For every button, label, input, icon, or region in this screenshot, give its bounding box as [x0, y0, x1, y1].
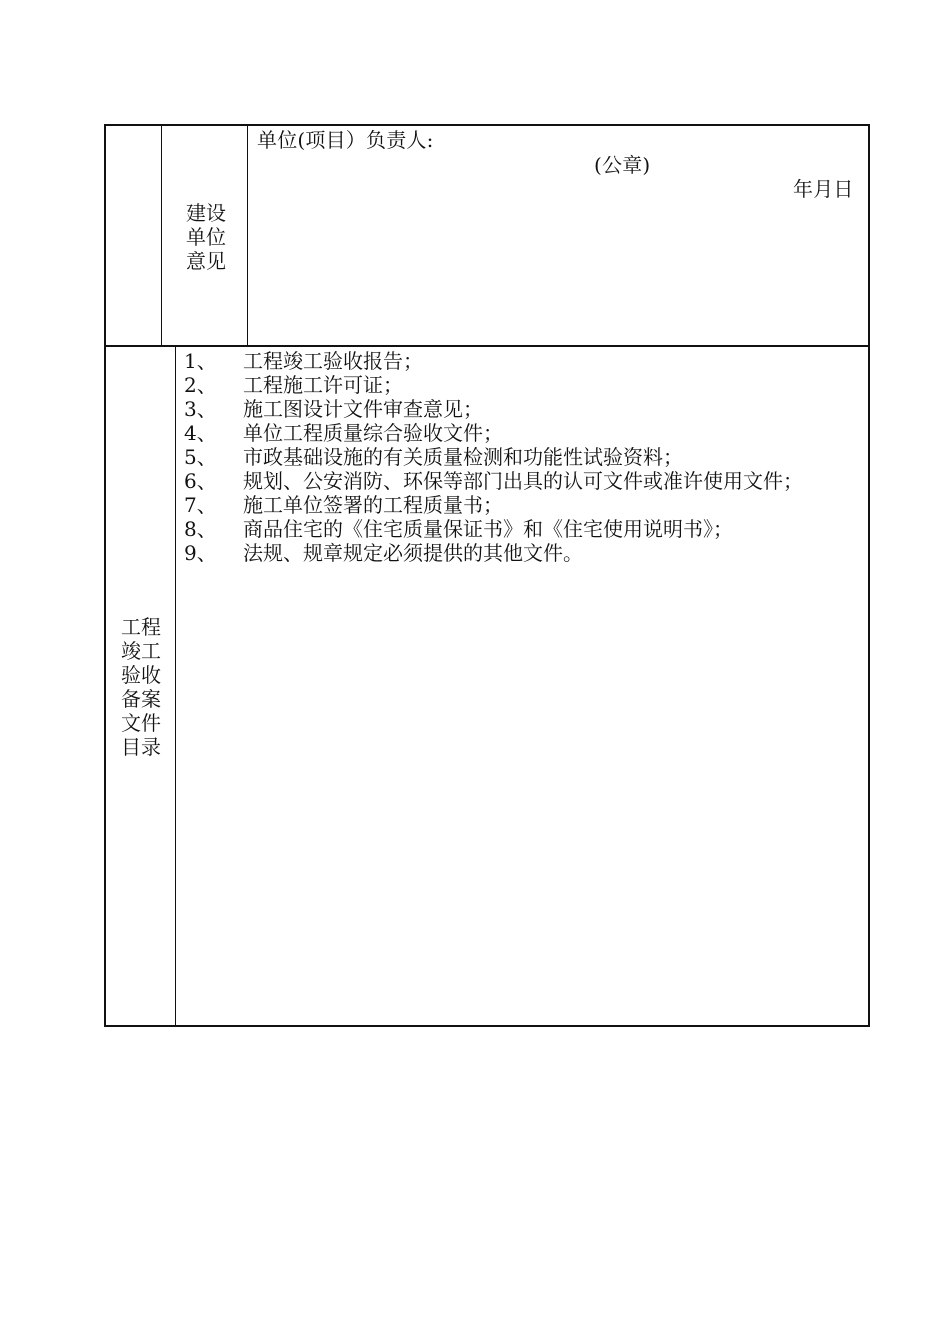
list-item-text: 市政基础设施的有关质量检测和功能性试验资料； [243, 445, 683, 469]
list-item [184, 397, 854, 421]
upper-left-column-divider [161, 124, 162, 346]
list-item-text: 商品住宅的《住宅质量保证书》和《住宅使用说明书》； [243, 517, 733, 541]
list-item-text: 法规、规章规定必须提供的其他文件。 [243, 541, 583, 565]
list-item-text: 施工单位签署的工程质量书； [243, 493, 503, 517]
upper-label-column-divider [247, 124, 248, 346]
date-label: 年月日 [793, 177, 854, 201]
list-item-number: 2、 [184, 373, 217, 397]
list-item-number: 9、 [184, 541, 217, 565]
list-item-number: 6、 [184, 469, 217, 493]
lower-label-column-divider [175, 346, 176, 1026]
list-item-text: 规划、公安消防、环保等部门出具的认可文件或准许使用文件； [243, 469, 803, 493]
table-left-border [104, 124, 106, 1027]
list-item [184, 469, 854, 493]
list-item-text: 工程竣工验收报告； [243, 349, 423, 373]
list-item-number: 7、 [184, 493, 217, 517]
unit-project-leader-label: 单位(项目）负责人: [257, 128, 434, 152]
list-item [184, 373, 854, 397]
completion-filing-directory-label: 工程竣工验收备案文件目录 [121, 615, 161, 759]
list-item-number: 3、 [184, 397, 217, 421]
official-seal-label: (公章) [594, 153, 651, 177]
table-bottom-border [104, 1025, 870, 1027]
section-divider [104, 345, 870, 347]
list-item-text: 工程施工许可证； [243, 373, 403, 397]
list-item [184, 541, 854, 565]
list-item-text: 施工图设计文件审查意见； [243, 397, 483, 421]
list-item-text: 单位工程质量综合验收文件； [243, 421, 503, 445]
list-item-number: 1、 [184, 349, 217, 373]
construction-unit-opinion-label: 建设单位意见 [186, 201, 226, 273]
list-item-number: 5、 [184, 445, 217, 469]
table-top-border [104, 124, 870, 126]
list-item-number: 4、 [184, 421, 217, 445]
list-item [184, 421, 854, 445]
list-item [184, 445, 854, 469]
filing-document-list [184, 349, 854, 565]
list-item [184, 517, 854, 541]
table-right-border [868, 124, 870, 1027]
list-item [184, 493, 854, 517]
list-item [184, 349, 854, 373]
list-item-number: 8、 [184, 517, 217, 541]
